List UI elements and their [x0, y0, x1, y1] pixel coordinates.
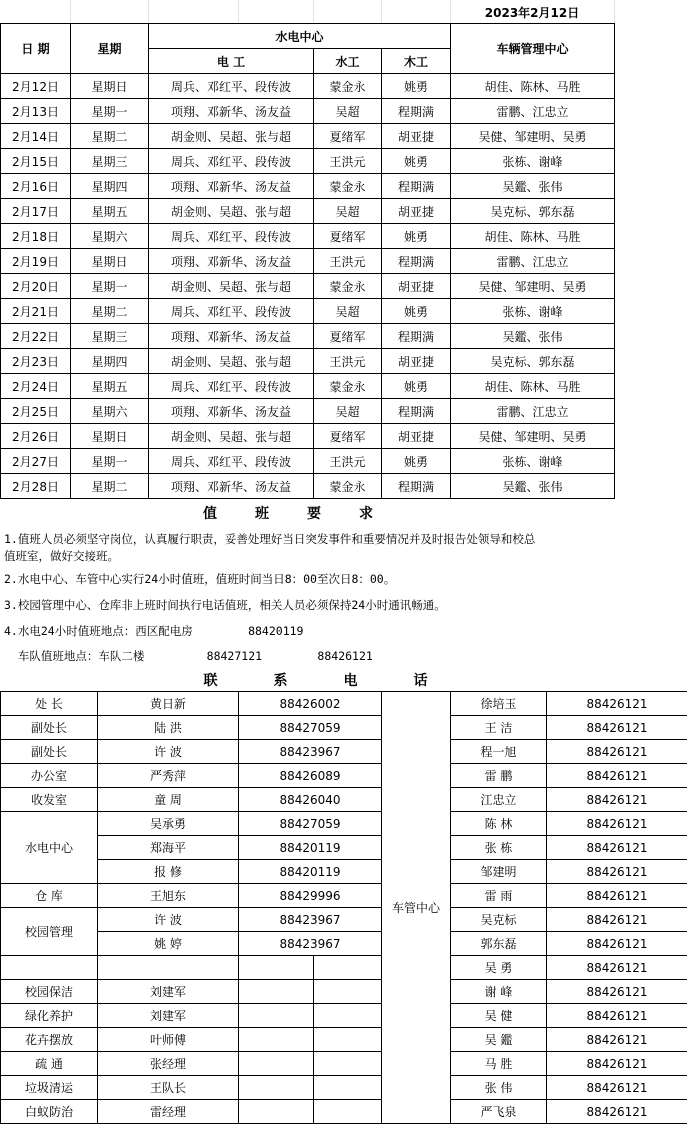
contact-phone: 88426121 — [547, 1052, 687, 1076]
contact-row — [1, 1100, 687, 1124]
cell-weekday: 星期六 — [71, 399, 149, 424]
requirement-line: 4.水电24小时值班地点：西区配电房 88420119 — [4, 624, 304, 638]
cell-plumber: 夏绪军 — [314, 424, 382, 449]
cell-weekday: 星期一 — [71, 274, 149, 299]
contact-name: 姚 婷 — [98, 932, 239, 956]
contact-name: 江忠立 — [451, 788, 547, 812]
cell-plumber: 吴超 — [314, 199, 382, 224]
cell-plumber: 吴超 — [314, 299, 382, 324]
cell-weekday: 星期三 — [71, 324, 149, 349]
contact-phone: 88426121 — [547, 812, 687, 836]
cell-date: 2月17日 — [1, 199, 71, 224]
header-date: 日 期 — [1, 24, 71, 74]
cell-plumber: 夏绪军 — [314, 124, 382, 149]
cell-date: 2月24日 — [1, 374, 71, 399]
contact-row — [1, 884, 687, 908]
cell-carpenter: 姚勇 — [382, 299, 451, 324]
schedule-row — [1, 99, 615, 124]
contact-name: 许 波 — [98, 740, 239, 764]
cell-weekday: 星期日 — [71, 424, 149, 449]
cell-carpenter: 姚勇 — [382, 74, 451, 99]
contact-row — [1, 932, 687, 956]
contact-name: 吴克标 — [451, 908, 547, 932]
schedule-row — [1, 399, 615, 424]
cell-electrician: 周兵、邓红平、段传波 — [149, 449, 314, 474]
header-electrician: 电 工 — [149, 49, 314, 74]
cell-date: 2月28日 — [1, 474, 71, 499]
contact-name: 严飞泉 — [451, 1100, 547, 1124]
cell-carpenter: 程期满 — [382, 174, 451, 199]
cell-vehicle: 雷鹏、江忠立 — [451, 99, 615, 124]
cell-electrician: 项翔、邓新华、汤友益 — [149, 474, 314, 499]
cell-plumber: 夏绪军 — [314, 224, 382, 249]
cell-plumber: 蒙金永 — [314, 274, 382, 299]
contact-phone: 88426121 — [547, 788, 687, 812]
cell-electrician: 周兵、邓红平、段传波 — [149, 224, 314, 249]
cell-weekday: 星期三 — [71, 149, 149, 174]
contact-name: 刘建军 — [98, 980, 239, 1004]
contact-blank — [314, 1028, 382, 1052]
cell-electrician: 周兵、邓红平、段传波 — [149, 149, 314, 174]
requirement-line: 3.校园管理中心、仓库非上班时间执行电话值班，相关人员必须保持24小时通讯畅通。 — [4, 598, 446, 612]
contact-name: 谢 峰 — [451, 980, 547, 1004]
contact-phone: 88423967 — [239, 932, 382, 956]
contact-phone — [239, 1076, 314, 1100]
contact-phone — [239, 1028, 314, 1052]
vehicle-center-label: 车管中心 — [382, 692, 451, 1124]
cell-electrician: 周兵、邓红平、段传波 — [149, 299, 314, 324]
cell-weekday: 星期二 — [71, 124, 149, 149]
contact-phone: 88427059 — [239, 812, 382, 836]
contact-phone: 88426040 — [239, 788, 382, 812]
cell-electrician: 项翔、邓新华、汤友益 — [149, 399, 314, 424]
cell-carpenter: 姚勇 — [382, 149, 451, 174]
cell-plumber: 王洪元 — [314, 249, 382, 274]
contact-phone: 88426121 — [547, 836, 687, 860]
cell-plumber: 吴超 — [314, 99, 382, 124]
contact-phone: 88426002 — [239, 692, 382, 716]
contact-name: 雷 雨 — [451, 884, 547, 908]
contact-dept: 处 长 — [1, 692, 98, 716]
cell-plumber: 王洪元 — [314, 149, 382, 174]
cell-date: 2月20日 — [1, 274, 71, 299]
contact-blank — [314, 1004, 382, 1028]
cell-weekday: 星期五 — [71, 374, 149, 399]
contact-name: 吴 健 — [451, 1004, 547, 1028]
contact-dept: 校园管理 — [1, 908, 98, 956]
contact-phone: 88429996 — [239, 884, 382, 908]
contact-dept: 办公室 — [1, 764, 98, 788]
cell-vehicle: 雷鹏、江忠立 — [451, 399, 615, 424]
schedule-row — [1, 349, 615, 374]
cell-vehicle: 吴健、邹建明、吴勇 — [451, 424, 615, 449]
cell-date: 2月19日 — [1, 249, 71, 274]
contact-row — [1, 740, 687, 764]
contact-name: 张经理 — [98, 1052, 239, 1076]
header-carpenter: 木工 — [382, 49, 451, 74]
contact-dept: 副处长 — [1, 716, 98, 740]
cell-date: 2月15日 — [1, 149, 71, 174]
cell-plumber: 吴超 — [314, 399, 382, 424]
contact-phone: 88427059 — [239, 716, 382, 740]
contact-name: 邹建明 — [451, 860, 547, 884]
cell-weekday: 星期日 — [71, 74, 149, 99]
contact-row — [1, 788, 687, 812]
schedule-row — [1, 124, 615, 149]
contact-name: 吴 鑑 — [451, 1028, 547, 1052]
contact-name: 刘建军 — [98, 1004, 239, 1028]
cell-weekday: 星期日 — [71, 249, 149, 274]
contact-name: 马 胜 — [451, 1052, 547, 1076]
contact-phone: 88426121 — [547, 1076, 687, 1100]
contact-dept — [1, 956, 98, 980]
cell-carpenter: 胡亚捷 — [382, 199, 451, 224]
cell-plumber: 蒙金永 — [314, 174, 382, 199]
schedule-row — [1, 249, 615, 274]
contact-phone: 88426121 — [547, 692, 687, 716]
cell-electrician: 胡金则、吴超、张与超 — [149, 349, 314, 374]
contact-name: 吴承勇 — [98, 812, 239, 836]
cell-electrician: 胡金则、吴超、张与超 — [149, 199, 314, 224]
cell-carpenter: 姚勇 — [382, 374, 451, 399]
cell-carpenter: 胡亚捷 — [382, 124, 451, 149]
cell-vehicle: 张栋、谢峰 — [451, 299, 615, 324]
contact-phone — [239, 1100, 314, 1124]
header-utility-center: 水电中心 — [149, 24, 451, 49]
contact-row — [1, 716, 687, 740]
cell-weekday: 星期四 — [71, 349, 149, 374]
contact-phone: 88426121 — [547, 716, 687, 740]
contact-row — [1, 1052, 687, 1076]
cell-electrician: 项翔、邓新华、汤友益 — [149, 324, 314, 349]
contact-blank — [314, 956, 382, 980]
requirement-line: 车队值班地点：车队二楼 88427121 88426121 — [4, 649, 373, 663]
contact-phone: 88426121 — [547, 956, 687, 980]
header-vehicle-center: 车辆管理中心 — [451, 24, 615, 74]
contact-row — [1, 1004, 687, 1028]
schedule-row — [1, 449, 615, 474]
cell-electrician: 项翔、邓新华、汤友益 — [149, 99, 314, 124]
contact-name: 许 波 — [98, 908, 239, 932]
contact-phone — [239, 956, 314, 980]
contact-name: 雷 鹏 — [451, 764, 547, 788]
contact-blank — [314, 1100, 382, 1124]
schedule-row — [1, 324, 615, 349]
cell-date: 2月21日 — [1, 299, 71, 324]
requirement-line: 2.水电中心、车管中心实行24小时值班，值班时间当日8：00至次日8：00。 — [4, 572, 396, 586]
contact-name: 王旭东 — [98, 884, 239, 908]
cell-carpenter: 程期满 — [382, 474, 451, 499]
contact-name: 徐培玉 — [451, 692, 547, 716]
cell-carpenter: 程期满 — [382, 99, 451, 124]
cell-vehicle: 雷鹏、江忠立 — [451, 249, 615, 274]
cell-vehicle: 吴鑑、张伟 — [451, 174, 615, 199]
cell-weekday: 星期四 — [71, 174, 149, 199]
cell-carpenter: 姚勇 — [382, 449, 451, 474]
cell-electrician: 项翔、邓新华、汤友益 — [149, 174, 314, 199]
contact-name: 叶师傅 — [98, 1028, 239, 1052]
contact-blank — [314, 1052, 382, 1076]
contact-phone — [239, 1004, 314, 1028]
contact-name: 张 伟 — [451, 1076, 547, 1100]
schedule-row — [1, 374, 615, 399]
cell-date: 2月27日 — [1, 449, 71, 474]
contact-name: 张 栋 — [451, 836, 547, 860]
cell-electrician: 周兵、邓红平、段传波 — [149, 374, 314, 399]
cell-vehicle: 张栋、谢峰 — [451, 149, 615, 174]
contact-name: 王 洁 — [451, 716, 547, 740]
cell-carpenter: 胡亚捷 — [382, 349, 451, 374]
contact-phone: 88420119 — [239, 836, 382, 860]
cell-date: 2月13日 — [1, 99, 71, 124]
contact-name: 陈 林 — [451, 812, 547, 836]
cell-carpenter: 胡亚捷 — [382, 424, 451, 449]
cell-weekday: 星期五 — [71, 199, 149, 224]
contact-dept: 校园保洁 — [1, 980, 98, 1004]
report-date: 2023年2月12日 — [484, 6, 580, 20]
contact-name: 郭东磊 — [451, 932, 547, 956]
cell-vehicle: 吴克标、郭东磊 — [451, 349, 615, 374]
contact-phone: 88426089 — [239, 764, 382, 788]
cell-vehicle: 胡佳、陈林、马胜 — [451, 374, 615, 399]
cell-vehicle: 吴克标、郭东磊 — [451, 199, 615, 224]
cell-weekday: 星期六 — [71, 224, 149, 249]
cell-vehicle: 吴健、邹建明、吴勇 — [451, 274, 615, 299]
contact-name: 郑海平 — [98, 836, 239, 860]
cell-electrician: 胡金则、吴超、张与超 — [149, 424, 314, 449]
duty-schedule-table — [0, 23, 615, 499]
cell-electrician: 胡金则、吴超、张与超 — [149, 274, 314, 299]
header-plumber: 水工 — [314, 49, 382, 74]
cell-plumber: 王洪元 — [314, 449, 382, 474]
schedule-row — [1, 299, 615, 324]
contact-dept: 仓 库 — [1, 884, 98, 908]
contact-name: 童 周 — [98, 788, 239, 812]
cell-vehicle: 吴健、邹建明、吴勇 — [451, 124, 615, 149]
cell-vehicle: 胡佳、陈林、马胜 — [451, 74, 615, 99]
contact-dept: 白蚁防治 — [1, 1100, 98, 1124]
cell-plumber: 王洪元 — [314, 349, 382, 374]
contact-row — [1, 1076, 687, 1100]
cell-vehicle: 张栋、谢峰 — [451, 449, 615, 474]
contact-phone: 88423967 — [239, 740, 382, 764]
cell-weekday: 星期一 — [71, 449, 149, 474]
contact-row — [1, 692, 687, 716]
contact-phone: 88426121 — [547, 1100, 687, 1124]
contact-phone: 88426121 — [547, 1028, 687, 1052]
cell-carpenter: 程期满 — [382, 249, 451, 274]
contact-blank — [314, 980, 382, 1004]
schedule-row — [1, 149, 615, 174]
contact-phone: 88426121 — [547, 908, 687, 932]
contact-name: 王队长 — [98, 1076, 239, 1100]
requirement-line: 值班室，做好交接班。 — [4, 549, 119, 563]
cell-carpenter: 程期满 — [382, 399, 451, 424]
schedule-row — [1, 224, 615, 249]
cell-date: 2月25日 — [1, 399, 71, 424]
contact-row — [1, 980, 687, 1004]
contact-row — [1, 908, 687, 932]
cell-date: 2月22日 — [1, 324, 71, 349]
contact-name: 报 修 — [98, 860, 239, 884]
cell-plumber: 蒙金永 — [314, 374, 382, 399]
cell-date: 2月16日 — [1, 174, 71, 199]
contact-dept: 绿化养护 — [1, 1004, 98, 1028]
contact-name: 程一旭 — [451, 740, 547, 764]
cell-date: 2月12日 — [1, 74, 71, 99]
contact-phone: 88426121 — [547, 740, 687, 764]
cell-plumber: 蒙金永 — [314, 74, 382, 99]
requirements-title: 值班要求 — [203, 506, 411, 522]
schedule-row — [1, 174, 615, 199]
contact-dept: 水电中心 — [1, 812, 98, 884]
cell-vehicle: 吴鑑、张伟 — [451, 324, 615, 349]
contact-phone: 88426121 — [547, 932, 687, 956]
contact-name: 雷经理 — [98, 1100, 239, 1124]
contact-row — [1, 860, 687, 884]
cell-carpenter: 程期满 — [382, 324, 451, 349]
contact-name — [98, 956, 239, 980]
schedule-row — [1, 74, 615, 99]
contact-row — [1, 836, 687, 860]
contact-phone: 88426121 — [547, 884, 687, 908]
contact-phone — [239, 980, 314, 1004]
cell-plumber: 夏绪军 — [314, 324, 382, 349]
contact-phone: 88426121 — [547, 980, 687, 1004]
contacts-table — [0, 691, 687, 1124]
contact-name: 黄日新 — [98, 692, 239, 716]
cell-electrician: 项翔、邓新华、汤友益 — [149, 249, 314, 274]
schedule-row — [1, 199, 615, 224]
contact-name: 陆 洪 — [98, 716, 239, 740]
contact-row — [1, 812, 687, 836]
contact-row — [1, 1028, 687, 1052]
cell-vehicle: 胡佳、陈林、马胜 — [451, 224, 615, 249]
contact-dept: 花卉摆放 — [1, 1028, 98, 1052]
contact-blank — [314, 1076, 382, 1100]
cell-weekday: 星期二 — [71, 474, 149, 499]
cell-carpenter: 姚勇 — [382, 224, 451, 249]
contact-dept: 疏 通 — [1, 1052, 98, 1076]
requirement-line: 1.值班人员必须坚守岗位，认真履行职责，妥善处理好当日突发事件和重要情况并及时报告处领导和校总 — [4, 532, 536, 546]
contact-phone: 88426121 — [547, 764, 687, 788]
schedule-row — [1, 424, 615, 449]
contact-phone: 88423967 — [239, 908, 382, 932]
contacts-title: 联系电话 — [203, 673, 484, 689]
schedule-row — [1, 274, 615, 299]
contact-dept: 收发室 — [1, 788, 98, 812]
cell-carpenter: 胡亚捷 — [382, 274, 451, 299]
contact-phone: 88426121 — [547, 860, 687, 884]
schedule-row — [1, 474, 615, 499]
cell-date: 2月18日 — [1, 224, 71, 249]
contact-dept: 副处长 — [1, 740, 98, 764]
cell-electrician: 周兵、邓红平、段传波 — [149, 74, 314, 99]
cell-date: 2月26日 — [1, 424, 71, 449]
cell-date: 2月14日 — [1, 124, 71, 149]
cell-electrician: 胡金则、吴超、张与超 — [149, 124, 314, 149]
cell-plumber: 蒙金永 — [314, 474, 382, 499]
cell-vehicle: 吴鑑、张伟 — [451, 474, 615, 499]
contact-row — [1, 956, 687, 980]
contact-row — [1, 764, 687, 788]
contact-dept: 垃圾清运 — [1, 1076, 98, 1100]
cell-weekday: 星期二 — [71, 299, 149, 324]
contact-name: 严秀萍 — [98, 764, 239, 788]
contact-name: 吴 勇 — [451, 956, 547, 980]
contact-phone — [239, 1052, 314, 1076]
contact-phone: 88420119 — [239, 860, 382, 884]
cell-weekday: 星期一 — [71, 99, 149, 124]
header-weekday: 星期 — [71, 24, 149, 74]
contact-phone: 88426121 — [547, 1004, 687, 1028]
cell-date: 2月23日 — [1, 349, 71, 374]
